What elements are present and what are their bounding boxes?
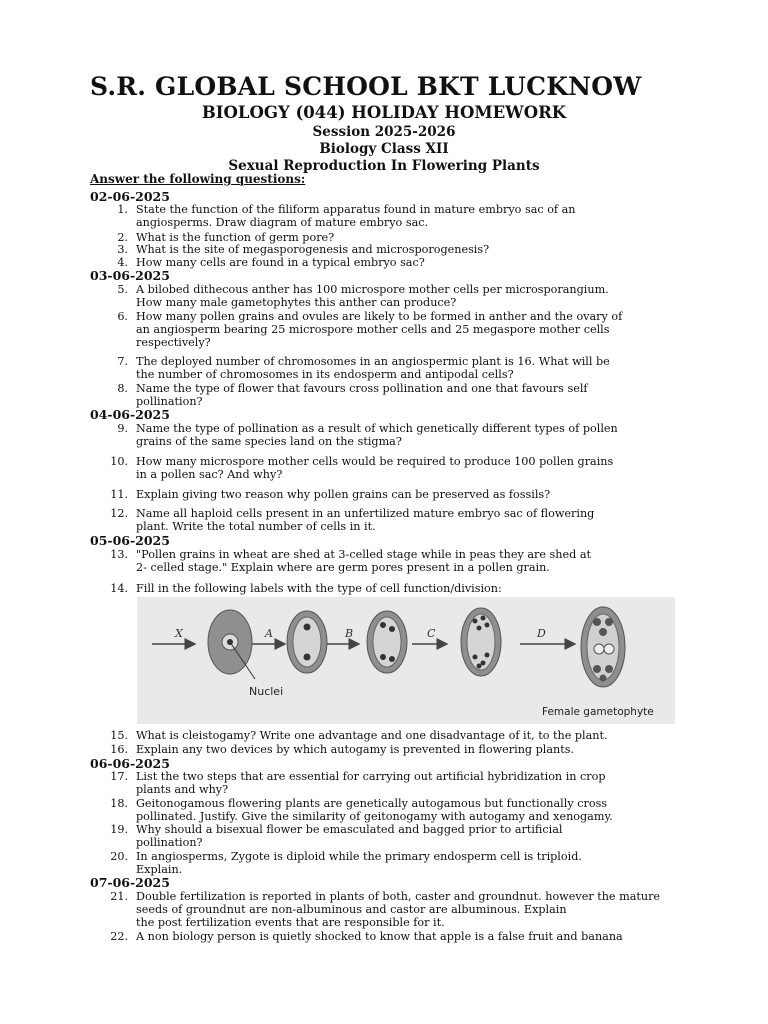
arrow-c xyxy=(412,627,447,644)
chapter-title: Sexual Reproduction In Flowering Plants xyxy=(228,158,540,174)
nuclei-label: Nuclei xyxy=(249,685,284,698)
question-text xyxy=(136,850,691,876)
question-number: 19. xyxy=(110,823,128,836)
question-number: 5. xyxy=(117,283,128,296)
question-item xyxy=(108,256,688,269)
question-number: 16. xyxy=(110,743,128,756)
arrow-d xyxy=(520,627,575,644)
cell-stage-2 xyxy=(287,611,327,673)
arrow-b xyxy=(325,627,359,644)
label-d: D xyxy=(537,627,546,640)
question-line: Explain any two devices by which autogamy is prevented in flowering plants. xyxy=(136,743,575,756)
class-label: Biology Class XII xyxy=(319,141,449,157)
question-number: 15. xyxy=(110,729,128,742)
question-line: How many pollen grains and ovules are likely to be formed in anther and the ovary of xyxy=(136,310,623,323)
question-line: Explain. xyxy=(136,863,183,876)
question-item xyxy=(108,203,688,229)
question-item xyxy=(108,382,688,408)
question-text xyxy=(136,283,691,309)
question-text xyxy=(136,455,691,481)
question-line: pollination? xyxy=(136,395,203,408)
question-number: 18. xyxy=(110,797,128,810)
date-heading: 02-06-2025 xyxy=(90,189,170,204)
cell-stage-1 xyxy=(208,610,255,679)
question-line: How many male gametophytes this anther can produce? xyxy=(136,296,457,309)
question-line: the number of chromosomes in its endosperm and antipodal cells? xyxy=(136,368,514,381)
question-number: 14. xyxy=(110,582,128,595)
question-number: 20. xyxy=(110,850,128,863)
instruction: Answer the following questions: xyxy=(90,172,306,186)
question-number: 3. xyxy=(117,243,128,256)
question-line: Name the type of flower that favours cross pollination and one that favours self xyxy=(136,382,588,395)
embryo-sac-development-figure xyxy=(137,597,675,724)
question-line: angiosperms. Draw diagram of mature embryo sac. xyxy=(136,216,429,229)
question-text xyxy=(136,355,691,381)
question-item xyxy=(108,488,688,501)
question-number: 17. xyxy=(110,770,128,783)
question-line: Name all haploid cells present in an unfertilized mature embryo sac of flowering xyxy=(136,507,595,520)
question-text xyxy=(136,203,691,229)
question-line: A non biology person is quietly shocked to know that apple is a false fruit and banana xyxy=(136,930,623,943)
date-heading: 06-06-2025 xyxy=(90,756,170,771)
question-text xyxy=(136,488,691,501)
question-line: plants and why? xyxy=(136,783,229,796)
label-c: C xyxy=(427,627,436,640)
session: Session 2025-2026 xyxy=(312,124,456,140)
question-text xyxy=(136,256,691,269)
question-text xyxy=(136,243,691,256)
question-line: The deployed number of chromosomes in an angiospermic plant is 16. What will be xyxy=(136,355,610,368)
question-line: How many cells are found in a typical embryo sac? xyxy=(136,256,425,269)
question-line: grains of the same species land on the stigma? xyxy=(136,435,402,448)
question-line: Fill in the following labels with the type of cell function/division: xyxy=(136,582,502,595)
question-line: "Pollen grains in wheat are shed at 3-celled stage while in peas they are shed at xyxy=(136,548,591,561)
question-number: 21. xyxy=(110,890,128,903)
question-line: plant. Write the total number of cells in it. xyxy=(136,520,376,533)
question-item xyxy=(108,548,688,574)
question-item xyxy=(108,729,688,742)
question-text xyxy=(136,548,691,574)
question-line: the post fertilization events that are responsible for it. xyxy=(136,916,445,929)
question-item xyxy=(108,797,688,823)
question-item xyxy=(108,455,688,481)
homework-title: BIOLOGY (044) HOLIDAY HOMEWORK xyxy=(201,103,567,122)
date-heading: 04-06-2025 xyxy=(90,407,170,422)
question-text xyxy=(136,310,691,349)
question-item xyxy=(108,930,688,943)
cell-stage-4 xyxy=(461,608,501,676)
question-line: What is the site of megasporogenesis and microsporogenesis? xyxy=(136,243,490,256)
female-gametophyte-cell xyxy=(581,607,625,687)
question-item xyxy=(108,283,688,309)
question-item xyxy=(108,743,688,756)
question-number: 1. xyxy=(117,203,128,216)
question-line: Explain giving two reason why pollen grains can be preserved as fossils? xyxy=(136,488,551,501)
date-heading: 03-06-2025 xyxy=(90,268,170,283)
question-line: How many microspore mother cells would be required to produce 100 pollen grains xyxy=(136,455,614,468)
question-line: Why should a bisexual flower be emasculated and bagged prior to artificial xyxy=(136,823,563,836)
question-line: Double fertilization is reported in plants of both, caster and groundnut. however the mature xyxy=(136,890,661,903)
question-text xyxy=(136,382,691,408)
question-line: pollinated. Justify. Give the similarity of geitonogamy with autogamy and xenogamy. xyxy=(136,810,613,823)
question-text xyxy=(136,823,691,849)
question-item xyxy=(108,422,688,448)
question-text xyxy=(136,890,691,929)
question-item xyxy=(108,770,688,796)
female-gametophyte-label: Female gametophyte xyxy=(542,706,654,718)
arrow-x xyxy=(152,627,195,644)
question-text xyxy=(136,422,691,448)
question-line: pollination? xyxy=(136,836,203,849)
question-item xyxy=(108,850,688,876)
question-line: What is the function of germ pore? xyxy=(136,231,335,244)
question-line: A bilobed dithecous anther has 100 microspore mother cells per microsporangium. xyxy=(136,283,609,296)
question-line: an angiosperm bearing 25 microspore mother cells and 25 megaspore mother cells xyxy=(136,323,610,336)
question-item xyxy=(108,355,688,381)
question-item xyxy=(108,823,688,849)
question-number: 12. xyxy=(110,507,128,520)
cell-stage-3 xyxy=(367,611,407,673)
question-text xyxy=(136,797,691,823)
question-number: 22. xyxy=(110,930,128,943)
question-number: 7. xyxy=(117,355,128,368)
date-heading: 05-06-2025 xyxy=(90,533,170,548)
question-text xyxy=(136,507,691,533)
question-line: 2- celled stage." Explain where are germ pores present in a pollen grain. xyxy=(136,561,550,574)
question-number: 6. xyxy=(117,310,128,323)
question-item xyxy=(108,310,688,349)
label-b: B xyxy=(345,627,354,640)
question-line: Name the type of pollination as a result of which genetically different types of pollen xyxy=(136,422,618,435)
question-text xyxy=(136,729,691,742)
question-line: respectively? xyxy=(136,336,211,349)
label-a: A xyxy=(265,627,273,640)
arrow-a xyxy=(252,627,285,644)
date-heading: 07-06-2025 xyxy=(90,875,170,890)
question-line: seeds of groundnut are non-albuminous and castor are albuminous. Explain xyxy=(136,903,567,916)
question-number: 2. xyxy=(117,231,128,244)
question-number: 10. xyxy=(110,455,128,468)
question-item xyxy=(108,890,688,929)
question-item xyxy=(108,582,688,595)
question-line: List the two steps that are essential for carrying out artificial hybridization in crop xyxy=(136,770,606,783)
label-x: X xyxy=(175,627,183,640)
question-number: 13. xyxy=(110,548,128,561)
school-name: S.R. GLOBAL SCHOOL BKT LUCKNOW xyxy=(90,72,642,101)
question-line: Geitonogamous flowering plants are genetically autogamous but functionally cross xyxy=(136,797,608,810)
question-line: in a pollen sac? And why? xyxy=(136,468,283,481)
question-line: State the function of the filiform apparatus found in mature embryo sac of an xyxy=(136,203,576,216)
question-line: In angiosperms, Zygote is diploid while the primary endosperm cell is triploid. xyxy=(136,850,582,863)
question-item xyxy=(108,507,688,533)
question-number: 11. xyxy=(110,488,128,501)
question-text xyxy=(136,770,691,796)
question-number: 9. xyxy=(117,422,128,435)
question-text xyxy=(136,930,691,943)
question-line: What is cleistogamy? Write one advantage and one disadvantage of it, to the plant. xyxy=(136,729,608,742)
question-item xyxy=(108,243,688,256)
question-number: 4. xyxy=(117,256,128,269)
question-number: 8. xyxy=(117,382,128,395)
question-text xyxy=(136,743,691,756)
question-text xyxy=(136,582,691,595)
